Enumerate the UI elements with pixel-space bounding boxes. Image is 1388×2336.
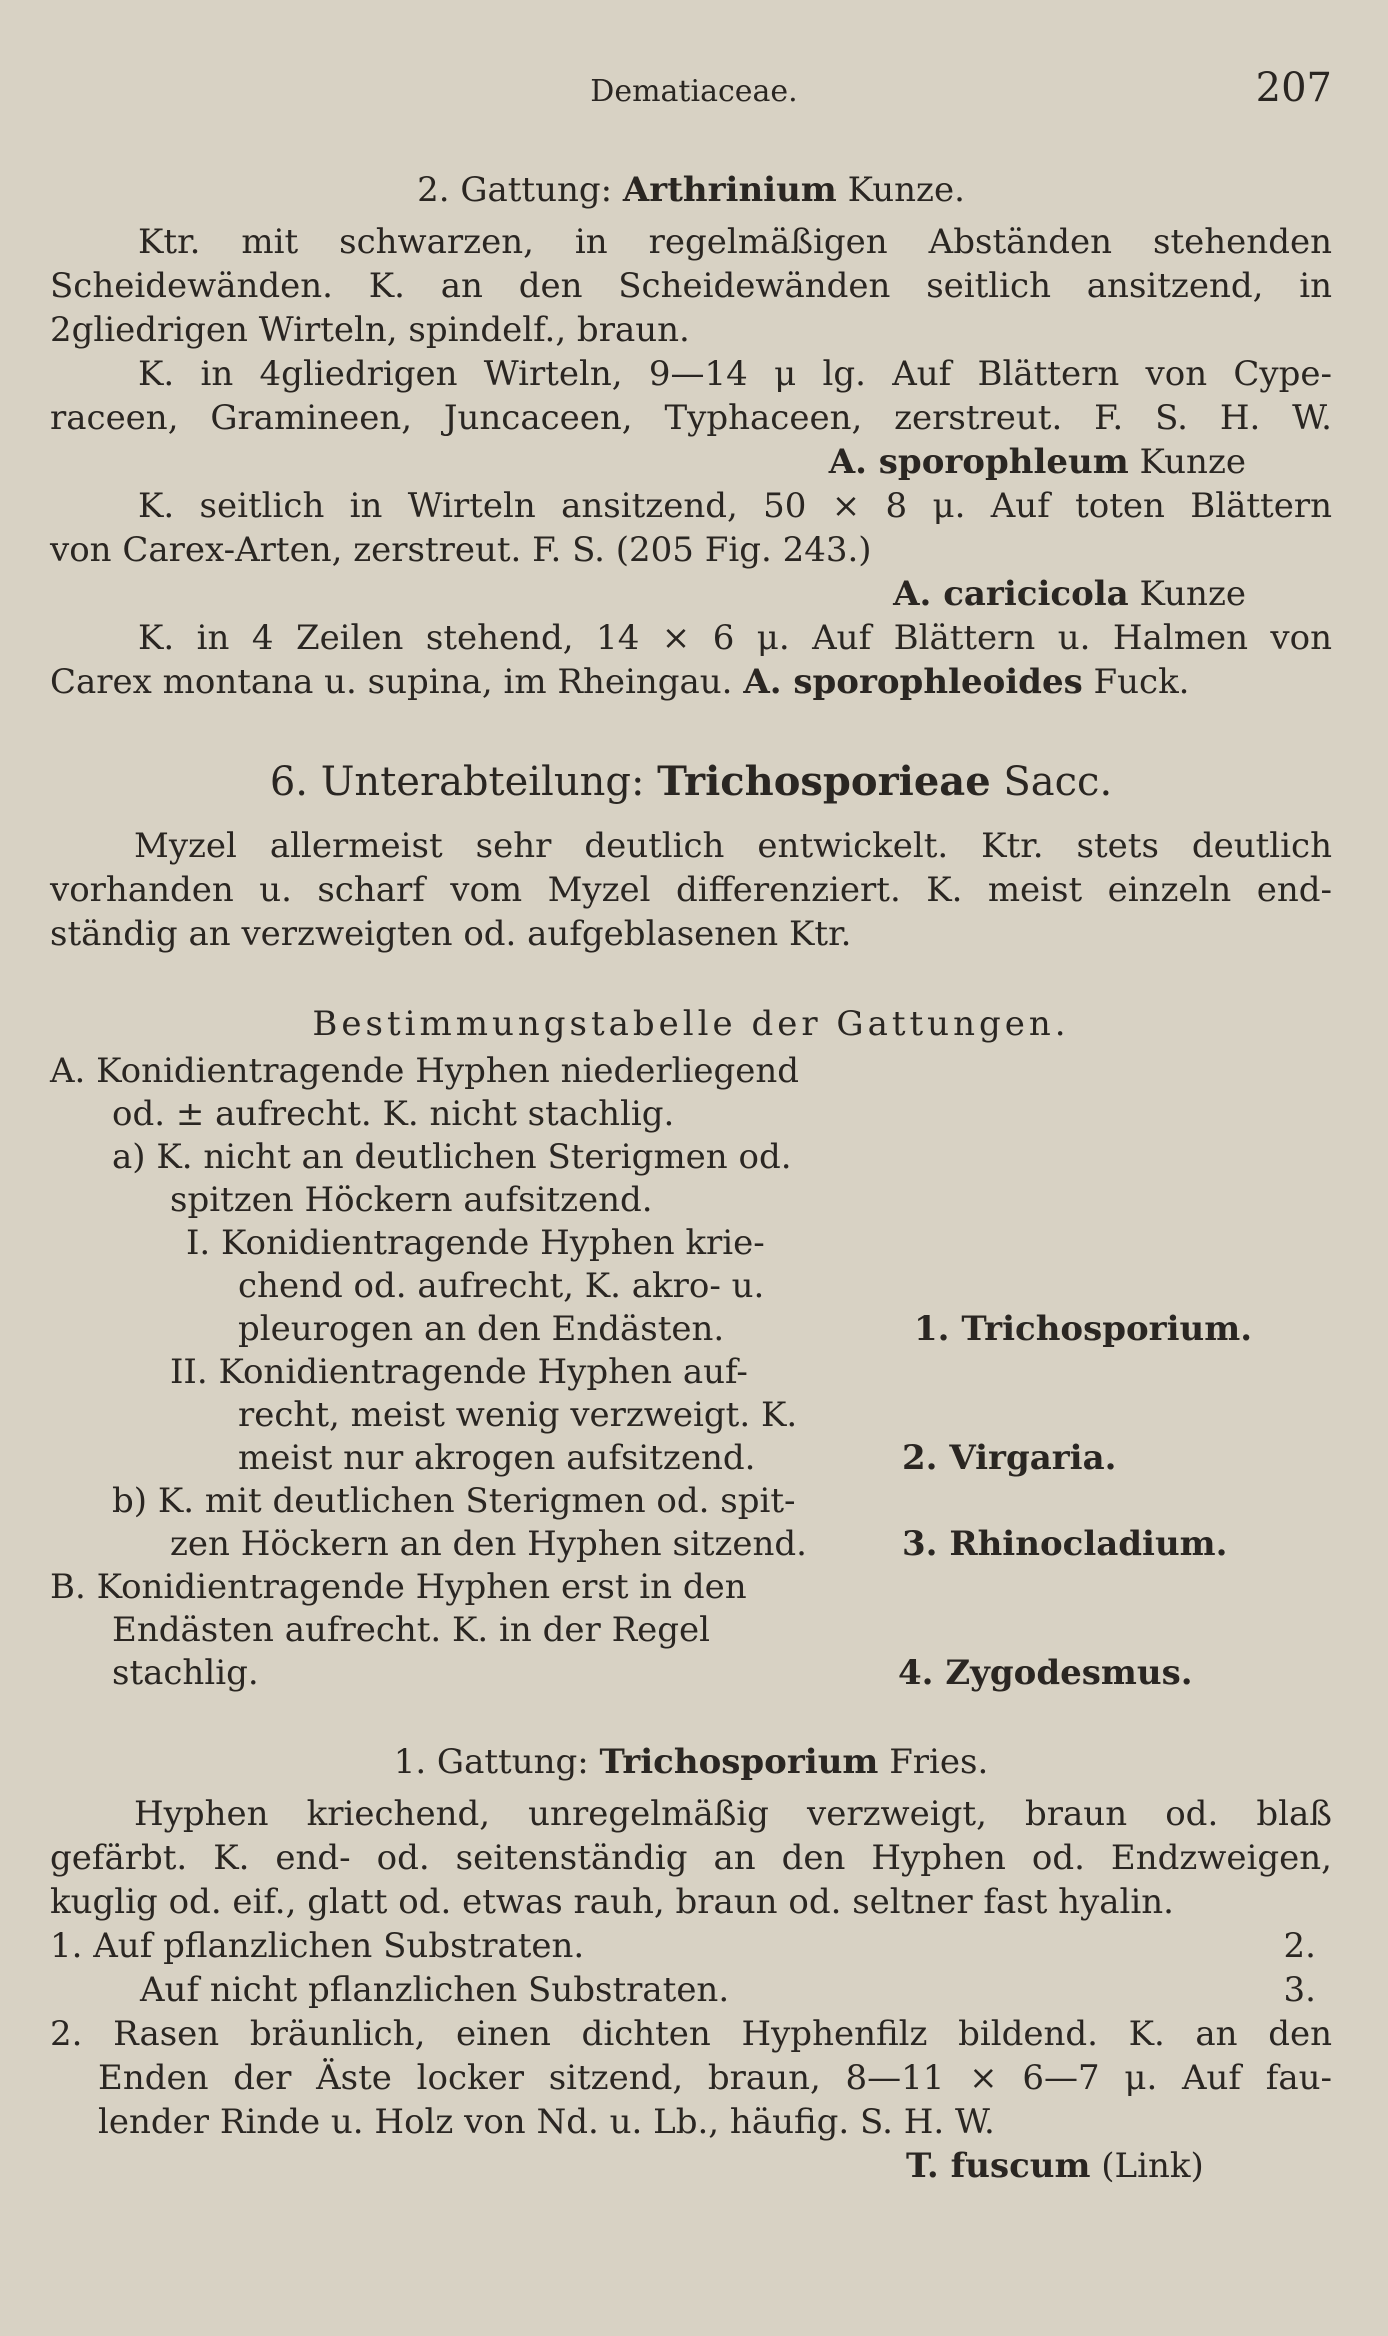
text-line: vorhanden u. scharf vom Myzel differenziert. K. meist einzeln end- [50,870,1332,910]
running-title: Dematiaceae. [590,74,798,109]
text-fragment: Carex montana u. supina, im Rheingau. [50,662,744,702]
text-line: Enden der Äste locker sitzend, braun, 8—11 × 6—7 μ. Auf fau- [98,2058,1332,2098]
species-name: A. caricicola [893,574,1129,614]
text-line: 2. Rasen bräunlich, einen dichten Hyphenfilz bildend. K. an den [50,2014,1332,2054]
text-line: Scheidewänden. K. an den Scheidewänden seitlich ansitzend, in [50,266,1332,306]
key-line: spitzen Höckern aufsitzend. [170,1180,653,1220]
key-line: pleurogen an den Endästen. [238,1309,725,1349]
key-result-zygodesmus: 4. Zygodesmus. [898,1653,1193,1693]
genus-name: Trichosporium [599,1742,879,1782]
text-line: gefärbt. K. end- od. seitenständig an den Hyphen od. Endzweigen, [50,1838,1332,1878]
key-line: Endästen aufrecht. K. in der Regel [112,1610,711,1650]
subdivision-name: Trichosporieae [657,758,991,805]
species-name: A. sporophleoides [743,662,1083,702]
key-reference: 2. [1283,1926,1316,1966]
text-line-with-species [50,660,1332,704]
text-line: K. seitlich in Wirteln ansitzend, 50 × 8 μ. Auf toten Blättern [138,486,1332,526]
key-result-virgaria: 2. Virgaria. [902,1438,1117,1478]
species-name: T. fuscum [906,2146,1091,2186]
text-line: lender Rinde u. Holz von Nd. u. Lb., häufig. S. H. W. [98,2102,995,2142]
text-line: von Carex-Arten, zerstreut. F. S. (205 Fig. 243.) [50,530,872,570]
text-line: ständig an verzweigten od. aufgeblasenen Ktr. [50,914,852,954]
text-line: Hyphen kriechend, unregelmäßig verzweigt, braun od. blaß [134,1794,1332,1834]
key-line: B. Konidientragende Hyphen erst in den [50,1567,747,1607]
genus-arthrinium-heading [50,168,1332,212]
key-reference: 3. [1283,1970,1316,2010]
key-line: Auf nicht pflanzlichen Substraten. [140,1970,730,2010]
text-line: 2gliedrigen Wirteln, spindelf., braun. [50,310,690,350]
genus-author: Fries. [878,1742,989,1782]
key-result-trichosporium: 1. Trichosporium. [914,1309,1253,1349]
key-table-title: Bestimmungstabelle der Gattungen. [312,1004,1070,1044]
key-line: II. Konidientragende Hyphen auf- [170,1352,748,1392]
genus-name: Arthrinium [622,170,837,210]
species-sporophleum [0,440,1246,484]
text-line: K. in 4gliedrigen Wirteln, 9—14 μ lg. Auf Blättern von Cype- [138,354,1332,394]
key-line: I. Konidientragende Hyphen krie- [186,1223,765,1263]
species-author: Kunze [1128,574,1246,614]
species-author: (Link) [1090,2146,1204,2186]
subdivision-heading [50,756,1332,808]
key-line: 1. Auf pflanzlichen Substraten. [50,1926,585,1966]
key-line: A. Konidientragende Hyphen niederliegend [50,1051,800,1091]
species-author: Fuck. [1082,662,1190,702]
species-author: Kunze [1128,442,1246,482]
species-caricicola [0,572,1246,616]
text-line: K. in 4 Zeilen stehend, 14 × 6 μ. Auf Blättern u. Halmen von [138,618,1332,658]
text-line: Myzel allermeist sehr deutlich entwickelt. Ktr. stets deutlich [134,826,1332,866]
genus-trichosporium-heading [50,1740,1332,1784]
key-result-rhinocladium: 3. Rhinocladium. [902,1524,1228,1564]
text-line: Ktr. mit schwarzen, in regelmäßigen Abständen stehenden [138,222,1332,262]
species-fuscum [906,2144,1326,2188]
key-line: recht, meist wenig verzweigt. K. [238,1395,798,1435]
key-line: od. ± aufrecht. K. nicht stachlig. [112,1094,675,1134]
key-line: meist nur akrogen aufsitzend. [238,1438,756,1478]
heading-prefix: 2. Gattung: [417,170,623,210]
key-line: stachlig. [112,1653,259,1693]
key-line: chend od. aufrecht, K. akro- u. [238,1266,765,1306]
text-line: kuglig od. eif., glatt od. etwas rauh, braun od. seltner fast hyalin. [50,1882,1174,1922]
subdivision-author: Sacc. [990,759,1113,805]
key-line: zen Höckern an den Hyphen sitzend. [170,1524,807,1564]
page-number: 207 [1255,65,1332,111]
genus-author: Kunze. [836,170,965,210]
text-line: raceen, Gramineen, Juncaceen, Typhaceen, zerstreut. F. S. H. W. [50,398,1332,438]
heading-prefix: 6. Unterabteilung: [269,759,658,805]
heading-prefix: 1. Gattung: [393,1742,600,1782]
species-name: A. sporophleum [828,442,1129,482]
key-line: b) K. mit deutlichen Sterigmen od. spit- [112,1481,796,1521]
key-line: a) K. nicht an deutlichen Sterigmen od. [112,1137,792,1177]
